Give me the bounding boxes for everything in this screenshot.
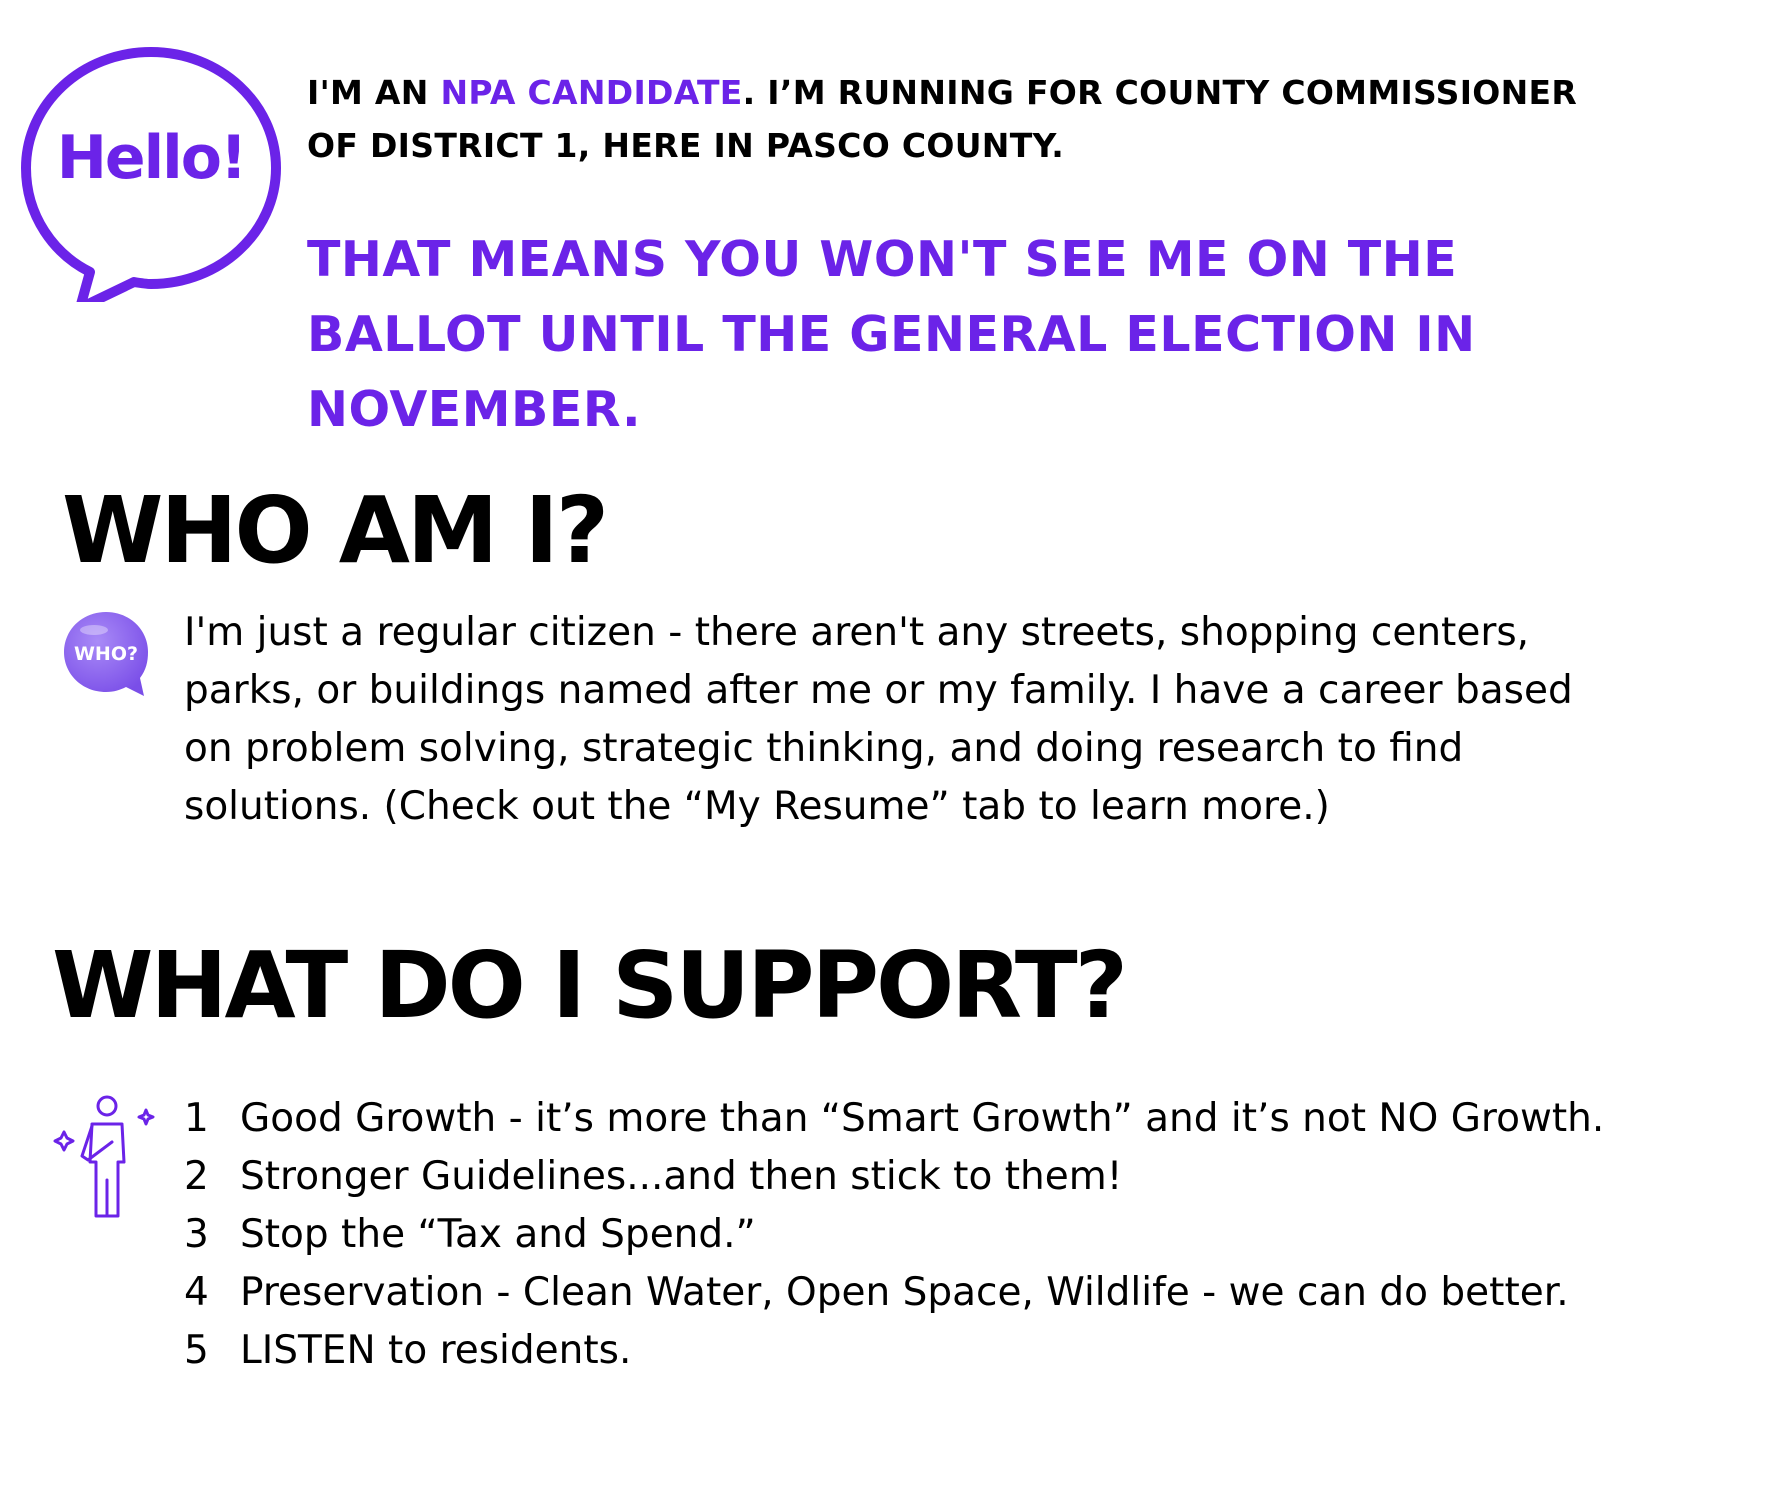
ballot-note-line: NOVEMBER.	[307, 381, 642, 438]
intro-statement	[307, 66, 1707, 172]
list-item	[184, 1206, 1764, 1264]
who-icon-text: WHO?	[73, 643, 139, 665]
ballot-note	[307, 222, 1627, 447]
intro-prefix: I'M AN	[307, 73, 441, 112]
paragraph-line: on problem solving, strategic thinking, and doing research to find	[184, 726, 1464, 771]
list-item	[184, 1090, 1764, 1148]
what-do-i-support-heading: WHAT DO I SUPPORT?	[52, 932, 1126, 1039]
paragraph-line: solutions. (Check out the “My Resume” tab to learn more.)	[184, 784, 1330, 829]
list-item-text: Stop the “Tax and Spend.”	[240, 1212, 756, 1257]
paragraph-line: I'm just a regular citizen - there aren't any streets, shopping centers,	[184, 610, 1530, 655]
who-bubble-icon	[60, 608, 152, 700]
list-item-text: LISTEN to residents.	[240, 1328, 632, 1373]
hello-text: Hello!	[56, 123, 246, 193]
list-item-text: Preservation - Clean Water, Open Space, Wildlife - we can do better.	[240, 1270, 1569, 1315]
list-item	[184, 1322, 1764, 1380]
list-item-number: 1	[184, 1096, 209, 1141]
ballot-note-line: BALLOT UNTIL THE GENERAL ELECTION IN	[307, 306, 1476, 363]
who-am-i-paragraph	[184, 604, 1754, 836]
support-list	[184, 1090, 1764, 1380]
npa-candidate-highlight: NPA CANDIDATE	[440, 73, 743, 112]
intro-line-1-rest: . I’M RUNNING FOR COUNTY COMMISSIONER	[742, 73, 1578, 112]
list-item-number: 3	[184, 1212, 209, 1257]
list-item-number: 4	[184, 1270, 209, 1315]
list-item-number: 5	[184, 1328, 209, 1373]
list-item	[184, 1148, 1764, 1206]
list-item-text: Good Growth - it’s more than “Smart Growth” and it’s not NO Growth.	[240, 1096, 1605, 1141]
intro-line-1	[307, 66, 1707, 119]
list-item-number: 2	[184, 1154, 209, 1199]
paragraph-line: parks, or buildings named after me or my family. I have a career based	[184, 668, 1573, 713]
who-am-i-heading: WHO AM I?	[62, 477, 607, 584]
ballot-note-line: THAT MEANS YOU WON'T SEE ME ON THE	[307, 231, 1458, 288]
person-sparkle-icon	[52, 1090, 162, 1220]
list-item-text: Stronger Guidelines...and then stick to them!	[240, 1154, 1123, 1199]
list-item	[184, 1264, 1764, 1322]
intro-line-2: OF DISTRICT 1, HERE IN PASCO COUNTY.	[307, 126, 1065, 165]
